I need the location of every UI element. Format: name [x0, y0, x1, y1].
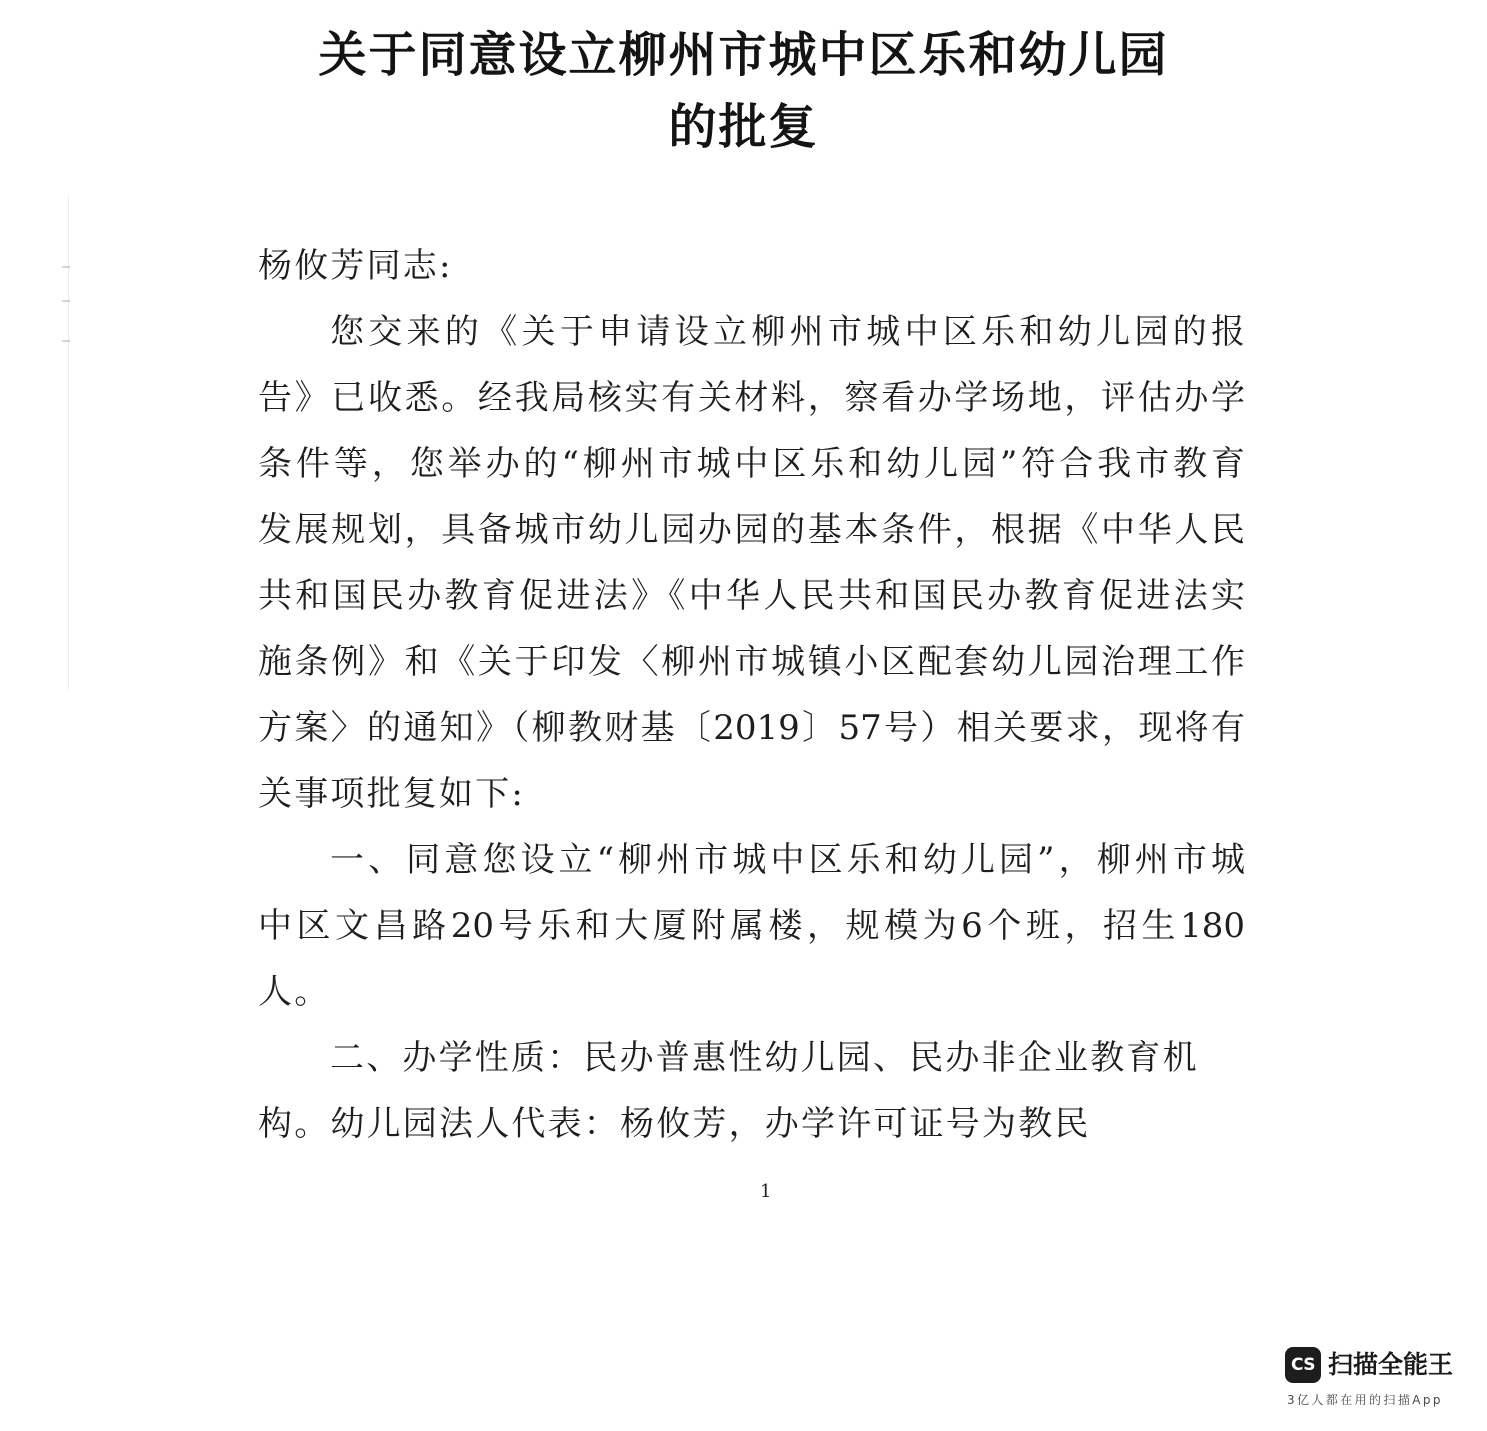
camscanner-watermark: [1285, 1347, 1465, 1413]
paragraph-line: 发展规划，具备城市幼儿园办园的基本条件，根据《中华人民: [258, 510, 1245, 550]
paragraph-line: 方案〉的通知》（柳教财基〔2019〕57号）相关要求，现将有: [258, 708, 1245, 748]
item-two-paragraph: [258, 1025, 1245, 1157]
scan-edge-mark: [62, 340, 70, 342]
paragraph-line: 人。: [258, 972, 331, 1012]
paragraph-line: 您交来的《关于申请设立柳州市城中区乐和幼儿园的报: [330, 312, 1245, 352]
scan-edge-mark: [62, 266, 70, 268]
paragraph-line: 关事项批复如下:: [258, 774, 526, 814]
paragraph-line: 一、同意您设立“柳州市城中区乐和幼儿园”，柳州市城: [330, 840, 1245, 880]
paragraph-line: 中区文昌路20号乐和大厦附属楼，规模为6个班，招生180: [258, 906, 1245, 946]
page-number: 1: [760, 1181, 772, 1202]
document-body: [258, 233, 1245, 1157]
salutation: 杨攸芳同志:: [258, 246, 453, 286]
paragraph-line: 告》已收悉。经我局核实有关材料，察看办学场地，评估办学: [258, 378, 1245, 418]
title-line-1: 关于同意设立柳州市城中区乐和幼儿园: [318, 27, 1169, 83]
item-one-paragraph: [258, 827, 1245, 1025]
paragraph-line: 条件等，您举办的“柳州市城中区乐和幼儿园”符合我市教育: [258, 444, 1245, 484]
paragraph-line: 施条例》和《关于印发〈柳州市城镇小区配套幼儿园治理工作: [258, 642, 1245, 682]
paragraph-line: 共和国民办教育促进法》《中华人民共和国民办教育促进法实: [258, 576, 1245, 616]
watermark-brand: 扫描全能王: [1328, 1350, 1454, 1379]
scan-edge-mark: [62, 300, 70, 302]
document-title: [0, 19, 1487, 163]
watermark-tagline: 3亿人都在用的扫描App: [1287, 1393, 1443, 1407]
logo-text: CS: [1290, 1355, 1316, 1375]
intro-paragraph: [258, 299, 1245, 827]
title-line-2: 的批复: [668, 99, 819, 155]
paragraph-line: 构。幼儿园法人代表：杨攸芳，办学许可证号为教民: [258, 1104, 1091, 1144]
camscanner-logo-icon: [1285, 1347, 1321, 1383]
paragraph-line: 二、办学性质：民办普惠性幼儿园、民办非企业教育机: [330, 1038, 1199, 1078]
scan-edge-mark: [68, 196, 69, 690]
